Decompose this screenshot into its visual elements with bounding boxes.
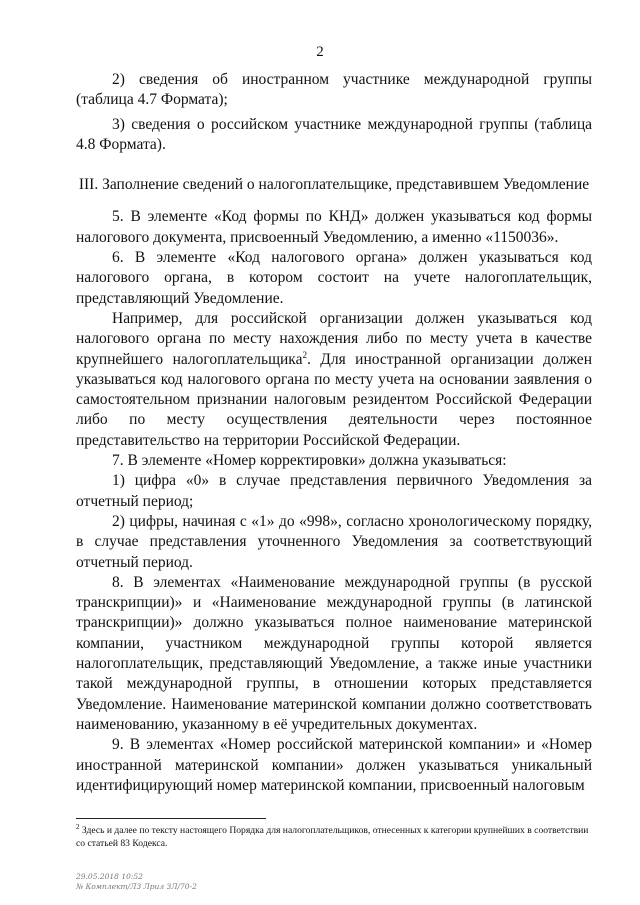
paragraph-example-part1: Например, для российской организации должен указываться код налогового органа по месту нахождения либо по месту учета в качестве крупнейшего налогоплательщика: [76, 309, 592, 368]
paragraph-8: 8. В элементах «Наименование международной группы (в русской транскрипции)» и «Наименование международной группы (в латинской транскрипции)» должно указываться полное наименование материнской компании, участником международной группы которой является налогоплательщик, представляющий Уведомление, а также иные участники такой международной группы, в отношении которых представляется Уведомление. Наименование материнской компании должно соответствовать наименованию, указанному в её учредительных документах.: [76, 573, 592, 733]
paragraph-example: [76, 309, 592, 451]
footnote-text: Здесь и далее по тексту настоящего Порядка для налогоплательщиков, отнесенных к категории крупнейших в соответствии со статьей 83 Кодекса.: [76, 825, 589, 849]
paragraph-7-item-2: 2) цифры, начиная с «1» до «998», согласно хронологическому порядку, в случае представления уточненного Уведомления за соответствующий отчетный период.: [76, 512, 592, 571]
paragraph-example-part2: . Для иностранной организации должен указываться код налогового органа по месту учета на основании заявления о самостоятельном признании налоговым резидентом Российской Федерации либо по месту осуществления деятельности через постоянное представительство на территории Российской Федерации.: [76, 350, 592, 449]
list-item-2: 2) сведения об иностранном участнике международной группы (таблица 4.7 Формата);: [76, 71, 592, 109]
footnote: [76, 824, 592, 850]
paragraph-7: 7. В элементе «Номер корректировки» должна указываться:: [112, 452, 507, 470]
print-stamp-ref: № Комплект/ЛЗ Лрил ЗЛ/70-2: [76, 882, 197, 891]
footnote-divider: [76, 818, 266, 819]
footnote-reference: 2: [302, 349, 307, 360]
footnote-marker: 2: [76, 822, 80, 831]
paragraph-7-item-1: 1) цифра «0» в случае представления первичного Уведомления за отчетный период;: [76, 472, 592, 510]
print-stamp-date: 29.05.2018 10:52: [76, 872, 143, 881]
paragraph-9: 9. В элементах «Номер российской материнской компании» и «Номер иностранной материнской компании» должен указываться уникальный идентифицирующий номер материнской компании, присвоенный налоговым: [76, 736, 592, 794]
list-item-3: 3) сведения о российском участнике международной группы (таблица 4.8 Формата).: [76, 115, 592, 153]
page-number: 2: [316, 44, 324, 60]
paragraph-6: 6. В элементе «Код налогового органа» должен указываться код налогового органа, в котором состоит на учете налогоплательщик, представляющий Уведомление.: [76, 249, 592, 307]
paragraph-5: 5. В элементе «Код формы по КНД» должен указываться код формы налогового документа, присвоенный Уведомлению, а именно «1150036».: [76, 208, 592, 246]
document-body: [76, 70, 592, 796]
section-heading: III. Заполнение сведений о налогоплательщике, представившем Уведомление: [78, 176, 590, 194]
print-stamp: [76, 872, 197, 892]
